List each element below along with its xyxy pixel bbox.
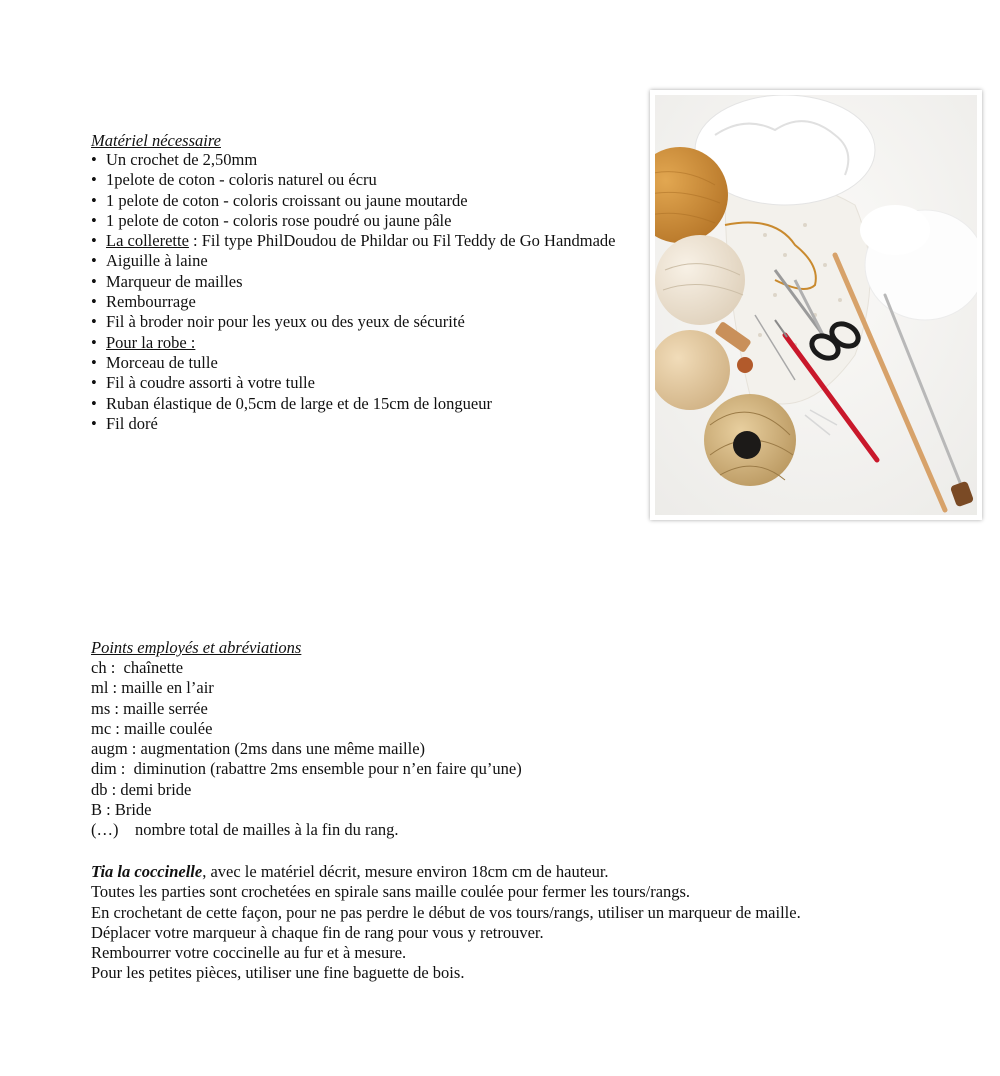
materials-heading: Matériel nécessaire (91, 131, 221, 150)
abbreviation-line: db : demi bride (91, 779, 192, 799)
description-line: En crochetant de cette façon, pour ne pas perdre le début de vos tours/rangs, utiliser un marqueur de maille. (91, 902, 801, 922)
abbreviation-line: ch : chaînette (91, 658, 184, 677)
list-item: • 1 pelote de coton - coloris rose poudré ou jaune pâle (91, 211, 631, 231)
abbreviation-line: ms : maille serrée (91, 698, 208, 718)
list-item: • Fil à broder noir pour les yeux ou des yeux de sécurité (91, 312, 631, 332)
description-line: Déplacer votre marqueur à chaque fin de rang pour vous y retrouver. (91, 922, 544, 942)
list-item: • Un crochet de 2,50mm (91, 150, 631, 170)
materials-list (91, 150, 631, 434)
abbreviation-line: ml : maille en l’air (91, 678, 214, 698)
list-item: • Fil à coudre assorti à votre tulle (91, 373, 631, 393)
crochet-supplies-photo (655, 95, 977, 515)
abbreviation-line: dim : diminution (rabattre 2ms ensemble pour n’en faire qu’une) (91, 759, 522, 779)
abbreviation-line: augm : augmentation (2ms dans une même maille) (91, 739, 426, 759)
list-item: • Aiguille à laine (91, 251, 631, 271)
list-item: • 1pelote de coton - coloris naturel ou écru (91, 170, 631, 190)
abbreviations-list (91, 658, 522, 841)
list-item: • Fil doré (91, 414, 631, 434)
description (91, 862, 801, 984)
list-item: • Marqueur de mailles (91, 272, 631, 292)
collerette-label: La collerette (106, 231, 189, 251)
robe-label: Pour la robe : (106, 332, 196, 352)
list-item (91, 333, 631, 353)
abbreviation-line: mc : maille coulée (91, 718, 213, 738)
list-item: • Rembourrage (91, 292, 631, 312)
description-line: Toutes les parties sont crochetées en spirale sans maille coulée pour fermer les tours/rangs. (91, 882, 691, 902)
list-item: • Morceau de tulle (91, 353, 631, 373)
list-item: • La collerette : Fil type PhilDoudou de Phildar ou Fil Teddy de Go Handmade (91, 231, 631, 251)
description-line: Tia la coccinelle, avec le matériel décrit, mesure environ 18cm cm de hauteur. (91, 862, 609, 881)
abbreviation-line: B : Bride (91, 800, 152, 820)
list-item: • 1 pelote de coton - coloris croissant ou jaune moutarde (91, 191, 631, 211)
abbreviations-heading: Points employés et abréviations (91, 638, 302, 657)
description-line: Pour les petites pièces, utiliser une fine baguette de bois. (91, 963, 465, 983)
list-item: • Ruban élastique de 0,5cm de large et de 15cm de longueur (91, 394, 631, 414)
description-line: Rembourrer votre coccinelle au fur et à mesure. (91, 943, 407, 963)
pattern-title: Tia la coccinelle (91, 862, 203, 881)
abbreviation-line: (…) nombre total de mailles à la fin du rang. (91, 820, 399, 840)
